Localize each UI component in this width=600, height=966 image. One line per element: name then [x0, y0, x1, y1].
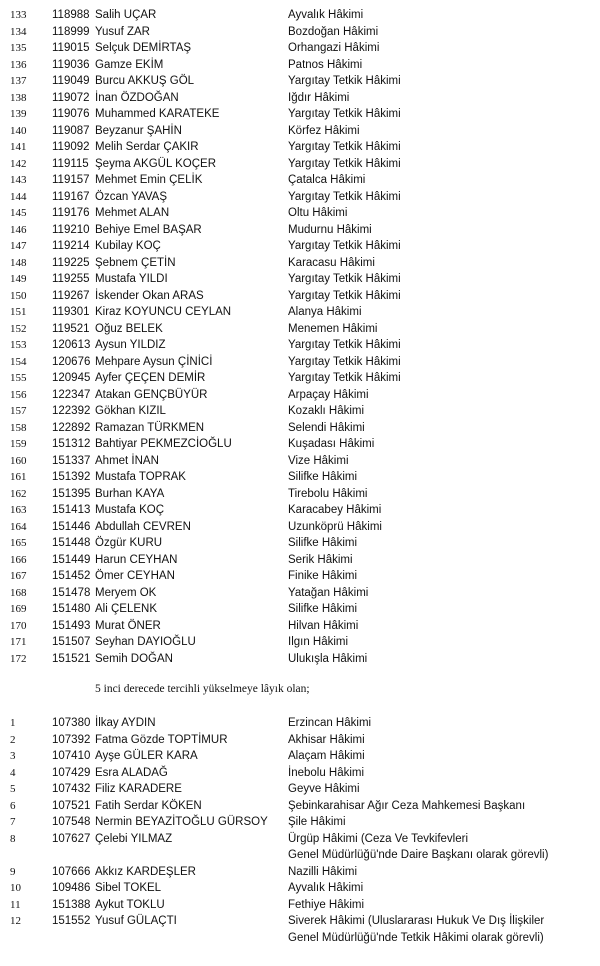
position: Iğdır Hâkimi — [288, 91, 350, 104]
person-name: Yusuf ZAR — [95, 25, 150, 38]
registry-number: 119225 — [52, 256, 90, 269]
position: Menemen Hâkimi — [288, 322, 378, 335]
position: Körfez Hâkimi — [288, 124, 360, 137]
position: Ayvalık Hâkimi — [288, 882, 364, 894]
person-name: Kubilay KOÇ — [95, 240, 161, 252]
registry-number: 151452 — [52, 570, 91, 582]
registry-number: 107432 — [52, 783, 91, 795]
registry-number: 151392 — [52, 471, 91, 483]
list-item — [0, 139, 600, 155]
row-number: 169 — [10, 603, 27, 615]
registry-number: 107380 — [52, 717, 91, 729]
position: Karacabey Hâkimi — [288, 504, 382, 516]
registry-number: 107627 — [52, 832, 91, 845]
person-name: İnan ÖZDOĞAN — [95, 91, 179, 104]
person-name: Mehmet ALAN — [95, 207, 170, 219]
person-name: Fatih Serdar KÖKEN — [95, 799, 202, 812]
list-item — [0, 222, 600, 238]
row-number: 11 — [10, 898, 21, 911]
registry-number: 120945 — [52, 372, 91, 384]
row-number: 144 — [10, 190, 27, 203]
position: Yargıtay Tetkik Hâkimi — [288, 157, 401, 170]
registry-number: 107548 — [52, 816, 91, 828]
list-item — [0, 106, 600, 122]
person-name: İskender Okan ARAS — [95, 289, 204, 302]
registry-number: 119157 — [52, 174, 90, 186]
registry-number: 119301 — [52, 306, 90, 318]
position: Ayvalık Hâkimi — [288, 9, 364, 21]
position: Bozdoğan Hâkimi — [288, 25, 379, 38]
registry-number: 151552 — [52, 915, 91, 927]
row-number: 161 — [10, 471, 27, 483]
person-name: Şeyma AKGÜL KOÇER — [95, 157, 217, 170]
person-name: Ali ÇELENK — [95, 603, 157, 615]
registry-number: 122892 — [52, 421, 91, 434]
position: Yatağan Hâkimi — [288, 586, 369, 599]
position: Yargıtay Tetkik Hâkimi — [288, 289, 401, 302]
position: Akhisar Hâkimi — [288, 733, 365, 746]
position: Yargıtay Tetkik Hâkimi — [288, 273, 401, 285]
list-item — [0, 420, 600, 436]
list-item — [0, 24, 600, 40]
registry-number: 119092 — [52, 141, 90, 153]
position: Geyve Hâkimi — [288, 783, 360, 795]
registry-number: 118999 — [52, 25, 90, 38]
registry-number: 151312 — [52, 438, 91, 450]
list-item — [0, 321, 600, 337]
list-item — [0, 156, 600, 172]
row-number: 2 — [10, 733, 16, 746]
position: Hilvan Hâkimi — [288, 619, 359, 632]
row-number: 1 — [10, 717, 16, 729]
row-number: 157 — [10, 405, 27, 417]
position: Silifke Hâkimi — [288, 537, 358, 549]
registry-number: 119049 — [52, 75, 90, 87]
list-item — [0, 715, 600, 731]
list-item — [0, 601, 600, 617]
list-item-continuation — [0, 847, 600, 863]
position: Erzincan Hâkimi — [288, 717, 372, 729]
person-name: Muhammed KARATEKE — [95, 108, 220, 120]
person-name: Esra ALADAĞ — [95, 766, 168, 779]
registry-number: 119210 — [52, 223, 90, 236]
list-item — [0, 57, 600, 73]
position: Yargıtay Tetkik Hâkimi — [288, 240, 401, 252]
position: Nazilli Hâkimi — [288, 865, 358, 878]
person-name: Yusuf GÜLAÇTI — [95, 915, 177, 927]
person-name: Mustafa TOPRAK — [95, 471, 186, 483]
list-item — [0, 897, 600, 913]
person-name: Mustafa YILDI — [95, 273, 168, 285]
position: Şebinkarahisar Ağır Ceza Mahkemesi Başkanı — [288, 799, 526, 812]
person-name: Abdullah CEVREN — [95, 520, 191, 533]
person-name: Ömer CEYHAN — [95, 570, 175, 582]
row-number: 134 — [10, 25, 27, 38]
row-number: 166 — [10, 553, 27, 566]
registry-number: 119072 — [52, 91, 90, 104]
row-number: 149 — [10, 273, 27, 285]
list-item — [0, 748, 600, 764]
position: Silifke Hâkimi — [288, 603, 358, 615]
registry-number: 151478 — [52, 586, 91, 599]
position: Yargıtay Tetkik Hâkimi — [288, 339, 401, 351]
person-name: Mehmet Emin ÇELİK — [95, 174, 203, 186]
person-name: Ahmet İNAN — [95, 454, 159, 467]
row-number: 171 — [10, 636, 27, 648]
row-number: 138 — [10, 91, 27, 104]
list-item — [0, 535, 600, 551]
registry-number: 119255 — [52, 273, 90, 285]
position: Yargıtay Tetkik Hâkimi — [288, 190, 401, 203]
person-name: Akkız KARDEŞLER — [95, 865, 196, 878]
list-item — [0, 123, 600, 139]
row-number: 155 — [10, 372, 27, 384]
registry-number: 151448 — [52, 537, 91, 549]
list-item — [0, 436, 600, 452]
registry-number: 151493 — [52, 619, 91, 632]
position: Siverek Hâkimi (Uluslararası Hukuk Ve Dış İlişkiler — [288, 915, 545, 927]
position: Arpaçay Hâkimi — [288, 388, 369, 401]
person-name: Aykut TOKLU — [95, 898, 165, 911]
row-number: 148 — [10, 256, 27, 269]
registry-number: 151480 — [52, 603, 91, 615]
position: Çatalca Hâkimi — [288, 174, 366, 186]
person-name: Mustafa KOÇ — [95, 504, 165, 516]
person-name: Semih DOĞAN — [95, 652, 173, 665]
person-name: Harun CEYHAN — [95, 553, 178, 566]
row-number: 146 — [10, 223, 27, 236]
registry-number: 119176 — [52, 207, 90, 219]
position: Karacasu Hâkimi — [288, 256, 375, 269]
row-number: 165 — [10, 537, 27, 549]
registry-number: 120613 — [52, 339, 91, 351]
list-item — [0, 469, 600, 485]
person-name: Atakan GENÇBÜYÜR — [95, 388, 208, 401]
person-name: Burhan KAYA — [95, 487, 165, 500]
position: Yargıtay Tetkik Hâkimi — [288, 75, 401, 87]
row-number: 142 — [10, 157, 27, 170]
position: Vize Hâkimi — [288, 454, 349, 467]
registry-number: 119267 — [52, 289, 90, 302]
position: Yargıtay Tetkik Hâkimi — [288, 355, 401, 368]
registry-number: 151337 — [52, 454, 91, 467]
position: Alaçam Hâkimi — [288, 750, 365, 762]
position: Ulukışla Hâkimi — [288, 652, 368, 665]
registry-number: 151395 — [52, 487, 91, 500]
position: Silifke Hâkimi — [288, 471, 358, 483]
person-name: Filiz KARADERE — [95, 783, 182, 795]
registry-number: 122392 — [52, 405, 91, 417]
list-item — [0, 370, 600, 386]
list-item — [0, 502, 600, 518]
registry-number: 151446 — [52, 520, 91, 533]
list-item — [0, 238, 600, 254]
registry-number: 119076 — [52, 108, 90, 120]
row-number: 162 — [10, 487, 27, 500]
row-number: 151 — [10, 306, 27, 318]
row-number: 7 — [10, 816, 16, 828]
position: Finike Hâkimi — [288, 570, 358, 582]
registry-number: 120676 — [52, 355, 91, 368]
person-name: Bahtiyar PEKMEZCİOĞLU — [95, 438, 232, 450]
row-number: 159 — [10, 438, 27, 450]
registry-number: 107521 — [52, 799, 91, 812]
registry-number: 151413 — [52, 504, 91, 516]
row-number: 158 — [10, 421, 27, 434]
row-number: 136 — [10, 58, 27, 71]
registry-number: 107392 — [52, 733, 91, 746]
list-item — [0, 880, 600, 896]
list-item — [0, 7, 600, 23]
position: Orhangazi Hâkimi — [288, 42, 380, 54]
list-item-continuation — [0, 930, 600, 946]
list-item — [0, 73, 600, 89]
person-name: İlkay AYDIN — [95, 717, 156, 729]
list-item — [0, 40, 600, 56]
person-name: Gamze EKİM — [95, 58, 164, 71]
registry-number: 151521 — [52, 652, 91, 665]
list-item — [0, 304, 600, 320]
row-number: 8 — [10, 832, 16, 845]
position: Alanya Hâkimi — [288, 306, 362, 318]
row-number: 168 — [10, 586, 27, 599]
registry-number: 119167 — [52, 190, 90, 203]
row-number: 3 — [10, 750, 16, 762]
registry-number: 151388 — [52, 898, 91, 911]
position-continuation: Genel Müdürlüğü'nde Daire Başkanı olarak görevli) — [288, 849, 549, 861]
registry-number: 151507 — [52, 636, 91, 648]
person-name: Behiye Emel BAŞAR — [95, 223, 202, 236]
person-name: Özgür KURU — [95, 537, 163, 549]
registry-number: 119087 — [52, 124, 90, 137]
person-name: Seyhan DAYIOĞLU — [95, 636, 196, 648]
row-number: 141 — [10, 141, 27, 153]
person-name: Mehpare Aysun ÇİNİCİ — [95, 355, 213, 368]
person-name: Çelebi YILMAZ — [95, 832, 173, 845]
position: Selendi Hâkimi — [288, 421, 365, 434]
row-number: 150 — [10, 289, 27, 302]
registry-number: 118988 — [52, 9, 90, 21]
row-number: 4 — [10, 766, 16, 779]
list-item — [0, 651, 600, 667]
person-name: Meryem OK — [95, 586, 157, 599]
list-item — [0, 519, 600, 535]
registry-number: 119015 — [52, 42, 90, 54]
list-item — [0, 552, 600, 568]
row-number: 135 — [10, 42, 27, 54]
list-item — [0, 403, 600, 419]
registry-number: 119521 — [52, 322, 90, 335]
row-number: 153 — [10, 339, 27, 351]
person-name: Aysun YILDIZ — [95, 339, 166, 351]
person-name: Melih Serdar ÇAKIR — [95, 141, 199, 153]
list-item — [0, 618, 600, 634]
registry-number: 119115 — [52, 157, 89, 170]
list-item — [0, 781, 600, 797]
registry-number: 107429 — [52, 766, 91, 779]
list-item — [0, 634, 600, 650]
person-name: Ramazan TÜRKMEN — [95, 421, 205, 434]
person-name: Şebnem ÇETİN — [95, 256, 176, 269]
person-name: Fatma Gözde TOPTİMUR — [95, 733, 228, 746]
person-name: Ayşe GÜLER KARA — [95, 750, 198, 762]
row-number: 145 — [10, 207, 27, 219]
row-number: 139 — [10, 108, 27, 120]
list-item — [0, 486, 600, 502]
position: İnebolu Hâkimi — [288, 766, 365, 779]
row-number: 170 — [10, 619, 27, 632]
list-item — [0, 913, 600, 929]
row-number: 137 — [10, 75, 27, 87]
position: Kozaklı Hâkimi — [288, 405, 365, 417]
list-item — [0, 732, 600, 748]
position: Uzunköprü Hâkimi — [288, 520, 382, 533]
position: Kuşadası Hâkimi — [288, 438, 375, 450]
row-number: 164 — [10, 520, 27, 533]
position: Patnos Hâkimi — [288, 58, 363, 71]
registry-number: 109486 — [52, 882, 91, 894]
list-item — [0, 90, 600, 106]
position: Mudurnu Hâkimi — [288, 223, 372, 236]
position: Tirebolu Hâkimi — [288, 487, 368, 500]
list-item — [0, 387, 600, 403]
list-item — [0, 172, 600, 188]
list-item — [0, 568, 600, 584]
row-number: 143 — [10, 174, 27, 186]
person-name: Beyzanur ŞAHİN — [95, 124, 182, 137]
row-number: 154 — [10, 355, 27, 368]
registry-number: 122347 — [52, 388, 91, 401]
row-number: 152 — [10, 322, 27, 335]
person-name: Oğuz BELEK — [95, 322, 163, 335]
person-name: Nermin BEYAZİTOĞLU GÜRSOY — [95, 816, 268, 828]
position: Oltu Hâkimi — [288, 207, 348, 219]
person-name: Sibel TOKEL — [95, 882, 162, 894]
row-number: 10 — [10, 882, 21, 894]
list-item — [0, 814, 600, 830]
row-number: 156 — [10, 388, 27, 401]
row-number: 6 — [10, 799, 16, 812]
row-number: 133 — [10, 9, 27, 21]
person-name: Gökhan KIZIL — [95, 405, 166, 417]
row-number: 163 — [10, 504, 27, 516]
list-item — [0, 864, 600, 880]
row-number: 167 — [10, 570, 27, 582]
position: Ilgın Hâkimi — [288, 636, 349, 648]
position: Yargıtay Tetkik Hâkimi — [288, 372, 401, 384]
person-name: Özcan YAVAŞ — [95, 190, 168, 203]
row-number: 12 — [10, 915, 21, 927]
position: Şile Hâkimi — [288, 816, 346, 828]
list-item — [0, 337, 600, 353]
row-number: 5 — [10, 783, 16, 795]
row-number: 172 — [10, 652, 27, 665]
registry-number: 119036 — [52, 58, 90, 71]
person-name: Murat ÖNER — [95, 619, 161, 632]
list-item — [0, 354, 600, 370]
person-name: Ayfer ÇEÇEN DEMİR — [95, 372, 206, 384]
position: Serik Hâkimi — [288, 553, 353, 566]
person-name: Kiraz KOYUNCU CEYLAN — [95, 306, 232, 318]
row-number: 140 — [10, 124, 27, 137]
list-item — [0, 288, 600, 304]
registry-number: 119214 — [52, 240, 90, 252]
list-item — [0, 271, 600, 287]
position: Fethiye Hâkimi — [288, 898, 365, 911]
position: Yargıtay Tetkik Hâkimi — [288, 141, 401, 153]
list-item — [0, 453, 600, 469]
person-name: Burcu AKKUŞ GÖL — [95, 75, 195, 87]
registry-number: 107666 — [52, 865, 91, 878]
list-item — [0, 765, 600, 781]
row-number: 160 — [10, 454, 27, 467]
registry-number: 151449 — [52, 553, 91, 566]
person-name: Salih UÇAR — [95, 9, 157, 21]
list-item — [0, 831, 600, 847]
row-number: 147 — [10, 240, 27, 252]
section-title: 5 inci derecede tercihli yükselmeye lâyık olan; — [95, 683, 310, 695]
registry-number: 107410 — [52, 750, 91, 762]
list-item — [0, 189, 600, 205]
person-name: Selçuk DEMİRTAŞ — [95, 42, 192, 54]
list-item — [0, 798, 600, 814]
row-number: 9 — [10, 865, 16, 878]
position: Yargıtay Tetkik Hâkimi — [288, 108, 401, 120]
position-continuation: Genel Müdürlüğü'nde Tetkik Hâkimi olarak görevli) — [288, 931, 544, 944]
position: Ürgüp Hâkimi (Ceza Ve Tevkifevleri — [288, 832, 469, 845]
list-item — [0, 255, 600, 271]
list-item — [0, 585, 600, 601]
list-item — [0, 205, 600, 221]
